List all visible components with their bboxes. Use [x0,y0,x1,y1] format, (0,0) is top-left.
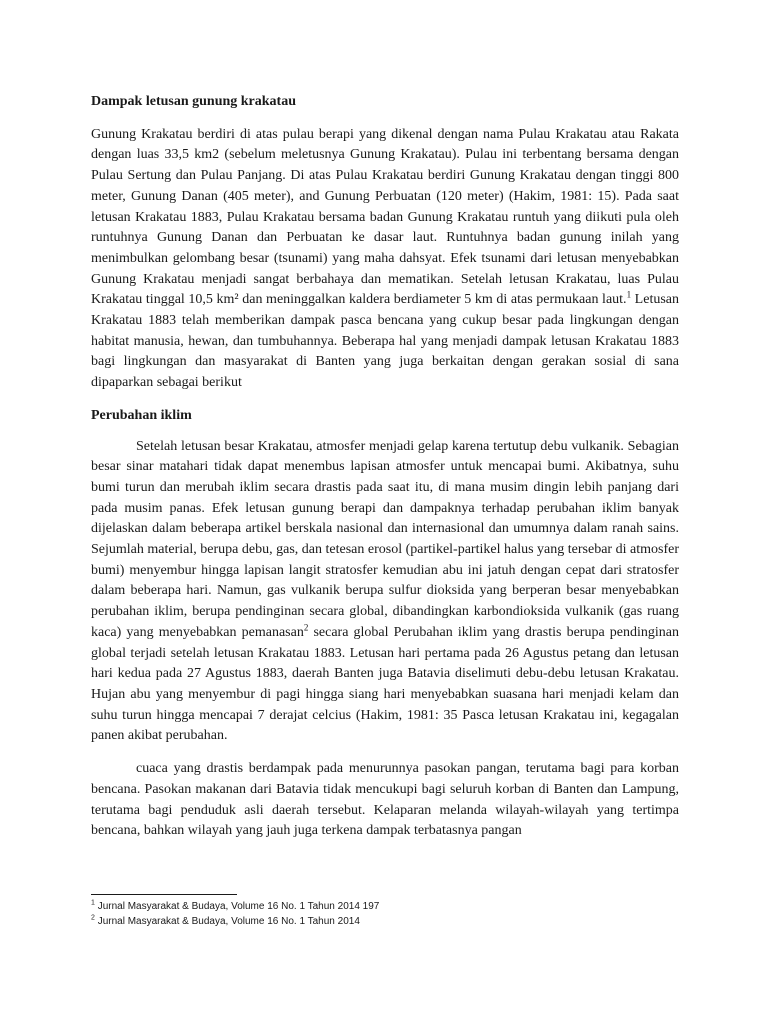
footnote-separator [91,894,237,895]
intro-text-2: Letusan Krakatau 1883 telah memberikan dampak pasca bencana yang cukup besar pada lingkungan dengan habitat manusia, hewan, dan tumbuhannya. Beberapa hal yang menjadi dampak letusan Krakatau 1883 bagi lingkungan dan masyarakat di Banten yang juga berkaitan dengan gerakan sosial di sana dipaparkan sebagai berikut [91,292,679,391]
footnote-1 [91,899,679,914]
footnotes [91,899,679,929]
climate-paragraph [91,437,679,748]
footnote-ref-2[interactable]: 2 [303,622,309,633]
subsection-title: Perubahan iklim [91,407,192,423]
intro-paragraph [91,125,679,394]
section-title: Dampak letusan gunung krakatau [91,94,297,109]
footnote-ref-1[interactable]: 1 [626,289,632,300]
footnote-number: 1 [91,899,95,907]
document-body [91,92,679,842]
intro-text-1: Gunung Krakatau berdiri di atas pulau berapi yang dikenal dengan nama Pulau Krakatau atau Rakata dengan luas 33,5 km2 (sebelum meletusnya Gunung Krakatau). Pulau ini terbentang bersama dengan Pulau Sertung dan Pulau Panjang. Di atas Pulau Krakatau berdiri Gunung Krakatau dengan tinggi 800 meter, Gunung Danan (405 meter), and Gunung Perbuatan (120 meter) (Hakim, 1981: 15). Pada saat letusan Krakatau 1883, Pulau Krakatau bersama badan Gunung Krakatau runtuh yang diikuti pula oleh runtuhnya Gunung Danan dan Perbuatan ke dasar laut. Runtuhnya badan gunung inilah yang menimbulkan gelombang besar (tsunami) yang maha dahsyat. Efek tsunami dari letusan menyebabkan Gunung Krakatau menjadi sangat berbahaya dan mematikan. Setelah letusan Krakatau, luas Pulau Krakatau tinggal 10,5 km² dan meninggalkan kaldera berdiameter 5 km di atas permukaan laut. [91,126,679,308]
climate-text-1: Setelah letusan besar Krakatau, atmosfer menjadi gelap karena tertutup debu vulkanik. Sebagian besar sinar matahari tidak dapat menembus lapisan atmosfer untuk mencapai bumi. Akibatnya, suhu bumi turun dan merubah iklim secara drastis pada saat itu, di mana musim dingin lebih panjang dari pada musim panas. Efek letusan gunung berapi dan dampaknya terhadap perubahan iklim banyak dijelaskan dalam beberapa artikel berskala nasional dan internasional dan umumnya dalam ranah sains. Sejumlah material, berupa debu, gas, dan tetesan erosol (partikel-partikel halus yang tersebar di atmosfer bumi) menyembur hingga lapisan langit stratosfer kemudian abu ini jatuh dengan cepat dari stratosfer dalam beberapa hari. Namun, gas vulkanik berupa sulfur dioksida yang berperan besar menyebabkan perubahan iklim, berupa pendinginan secara global, dibandingkan karbondioksida vulkanik (gas ruang kaca) yang menyebabkan pemanasan [91,438,679,640]
footnote-text: Jurnal Masyarakat & Budaya, Volume 16 No. 1 Tahun 2014 197 [97,901,380,912]
food-paragraph: cuaca yang drastis berdampak pada menurunnya pasokan pangan, terutama bagi para korban bencana. Pasokan makanan dari Batavia tidak mencukupi bagi seluruh korban di Banten dan Lampung, terutama bagi penduduk asli daerah tersebut. Kelaparan melanda wilayah-wilayah yang tertimpa bencana, bahkan wilayah yang jauh juga terkena dampak terbatasnya pangan [91,761,679,839]
footnote-number: 2 [91,914,95,922]
climate-text-2: secara global Perubahan iklim yang drastis berupa pendinginan global terjadi setelah letusan Krakatau 1883. Letusan hari pertama pada 26 Agustus petang dan letusan hari kedua pada 27 Agustus 1883, daerah Banten juga Batavia diselimuti debu-debu letusan Krakatau. Hujan abu yang menyembur di pagi hingga siang hari menyebabkan suasana hari menjadi kelam dan suhu turun hingga mencapai 7 derajat celcius (Hakim, 1981: 35 Pasca letusan Krakatau ini, kegagalan panen akibat perubahan. [91,624,679,744]
footnote-text: Jurnal Masyarakat & Budaya, Volume 16 No. 1 Tahun 2014 [97,916,360,927]
footnote-2 [91,914,679,929]
